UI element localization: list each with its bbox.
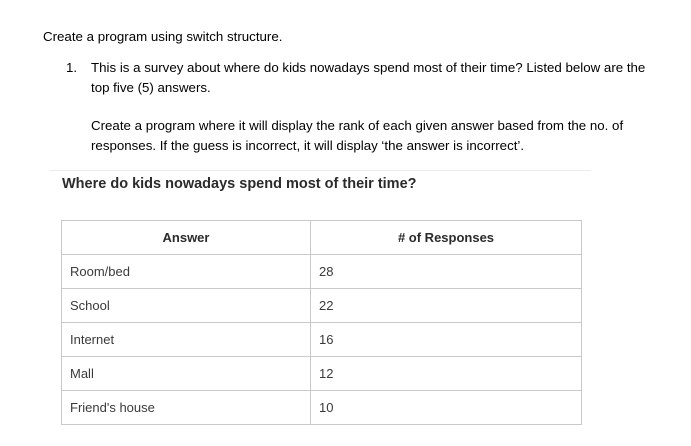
responses-cell: 28 <box>311 255 582 289</box>
responses-cell: 10 <box>311 391 582 425</box>
table-row <box>62 255 582 289</box>
section-divider <box>50 170 591 171</box>
table-row <box>62 289 582 323</box>
answer-cell: Mall <box>62 357 311 391</box>
responses-column-header: # of Responses <box>311 221 582 255</box>
answer-cell: School <box>62 289 311 323</box>
list-item-number: 1. <box>66 60 78 75</box>
table-header-row <box>62 221 582 255</box>
answer-cell: Friend's house <box>62 391 311 425</box>
responses-cell: 12 <box>311 357 582 391</box>
table-row <box>62 391 582 425</box>
answer-column-header: Answer <box>62 221 311 255</box>
answer-cell: Room/bed <box>62 255 311 289</box>
survey-question: Where do kids nowadays spend most of their time? <box>62 176 417 192</box>
table-row <box>62 323 582 357</box>
responses-cell: 22 <box>311 289 582 323</box>
intro-text: Create a program using switch structure. <box>43 29 283 44</box>
responses-cell: 16 <box>311 323 582 357</box>
table-row <box>62 357 582 391</box>
program-instructions: Create a program where it will display the rank of each given answer based from the no. of responses. If the guess is incorrect, it will display ‘the answer is incorrect’. <box>91 118 624 153</box>
survey-description: This is a survey about where do kids nowadays spend most of their time? Listed below are the top five (5) answers. <box>91 60 646 95</box>
responses-table <box>61 220 582 425</box>
answer-cell: Internet <box>62 323 311 357</box>
